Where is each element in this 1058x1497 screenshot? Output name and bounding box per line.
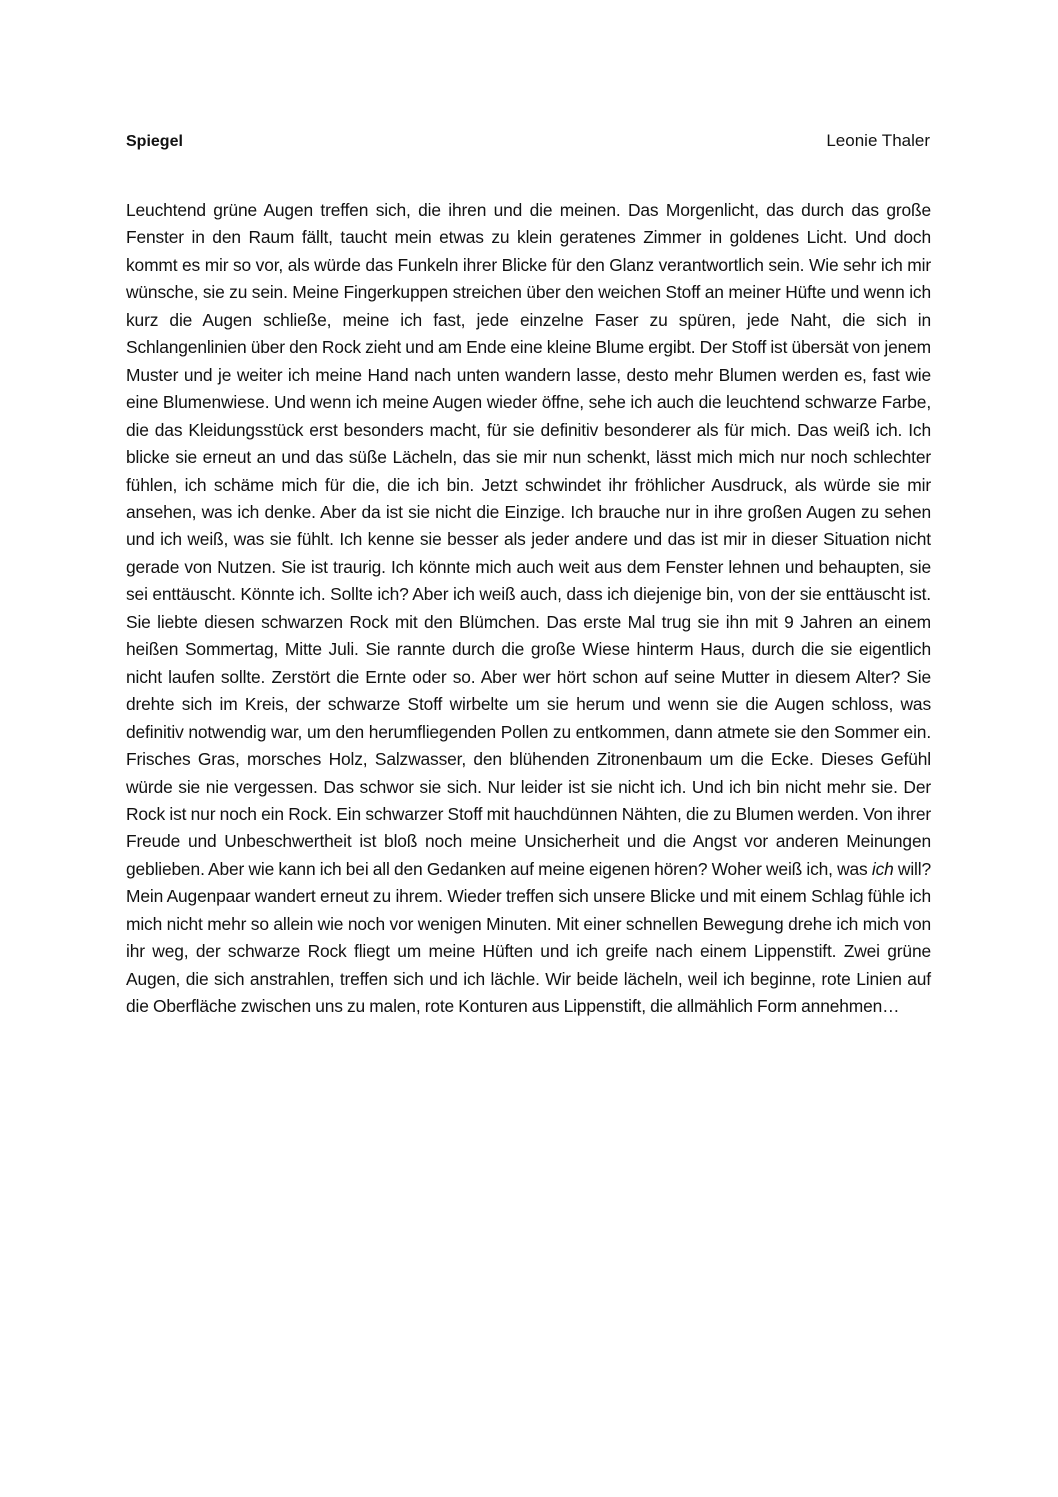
body-paragraph [126, 197, 931, 1021]
document-title: Spiegel [126, 133, 183, 150]
author-name: Leonie Thaler [826, 131, 930, 150]
body-text-part-2: will? Mein Augenpaar wandert erneut zu ihrem. Wieder treffen sich unsere Blicke und mit einem Schlag fühle ich mich nicht mehr so allein wie noch vor wenigen Minuten. Mit einer schnellen Bewegung drehe ich mich von ihr weg, der schwarze Rock fliegt um meine Hüften und ich greife nach einem Lippenstift. Zwei grüne Augen, die sich anstrahlen, treffen sich und ich lächle. Wir beide lächeln, weil ich beginne, rote Linien auf die Oberfläche zwischen uns zu malen, rote Konturen aus Lippenstift, die allmählich Form annehmen… [126, 858, 931, 1017]
document-header [126, 128, 930, 154]
emphasized-word: ich [871, 858, 894, 879]
body-text-part-1: Leuchtend grüne Augen treffen sich, die ihren und die meinen. Das Morgenlicht, das durch das große Fenster in den Raum fällt, taucht mein etwas zu klein geratenes Zimmer in goldenes Licht. Und doch kommt es mir so vor, als würde das Funkeln ihrer Blicke für den Glanz verantwortlich sein. Wie sehr ich mir wünsche, sie zu sein. Meine Fingerkuppen streichen über den weichen Stoff an meiner Hüfte und wenn ich kurz die Augen schließe, meine ich fast, jede einzelne Faser zu spüren, jede Naht, die sich in Schlangenlinien über den Rock zieht und am Ende eine kleine Blume ergibt. Der Stoff ist übersät von jenem Muster und je weiter ich meine Hand nach unten wandern lasse, desto mehr Blumen werden es, fast wie eine Blumenwiese. Und wenn ich meine Augen wieder öffne, sehe ich auch die leuchtend schwarze Farbe, die das Kleidungsstück erst besonders macht, für sie definitiv besonderer als für mich. Das weiß ich. Ich blicke sie erneut an und das süße Lächeln, das sie mir nun schenkt, lässt mich mich nur noch schlechter fühlen, ich schäme mich für die, die ich bin. Jetzt schwindet ihr fröhlicher Ausdruck, als würde sie mir ansehen, was ich denke. Aber da ist sie nicht die Einzige. Ich brauche nur in ihre großen Augen zu sehen und ich weiß, was sie fühlt. Ich kenne sie besser als jeder andere und das ist mir in dieser Situation nicht gerade von Nutzen. Sie ist traurig. Ich könnte mich auch weit aus dem Fenster lehnen und behaupten, sie sei enttäuscht. Könnte ich. Sollte ich? Aber ich weiß auch, dass ich diejenige bin, von der sie enttäuscht ist. Sie liebte diesen schwarzen Rock mit den Blümchen. Das erste Mal trug sie ihn mit 9 Jahren an einem heißen Sommertag, Mitte Juli. Sie rannte durch die große Wiese hinterm Haus, durch die sie eigentlich nicht laufen sollte. Zerstört die Ernte oder so. Aber wer hört schon auf seine Mutter in diesem Alter? Sie drehte sich im Kreis, der schwarze Stoff wirbelte um sie herum und wenn sie die Augen schloss, was definitiv notwendig war, um den herumfliegenden Pollen zu entkommen, dann atmete sie den Sommer ein. Frisches Gras, morsches Holz, Salzwasser, den blühenden Zitronenbaum um die Ecke. Dieses Gefühl würde sie nie vergessen. Das schwor sie sich. Nur leider ist sie nicht ich. Und ich bin nicht mehr sie. Der Rock ist nur noch ein Rock. Ein schwarzer Stoff mit hauchdünnen Nähten, die zu Blumen werden. Von ihrer Freude und Unbeschwertheit ist bloß noch meine Unsicherheit und die Angst vor anderen Meinungen geblieben. Aber wie kann ich bei all den Gedanken auf meine eigenen hören? Woher weiß ich, was [126, 200, 931, 879]
